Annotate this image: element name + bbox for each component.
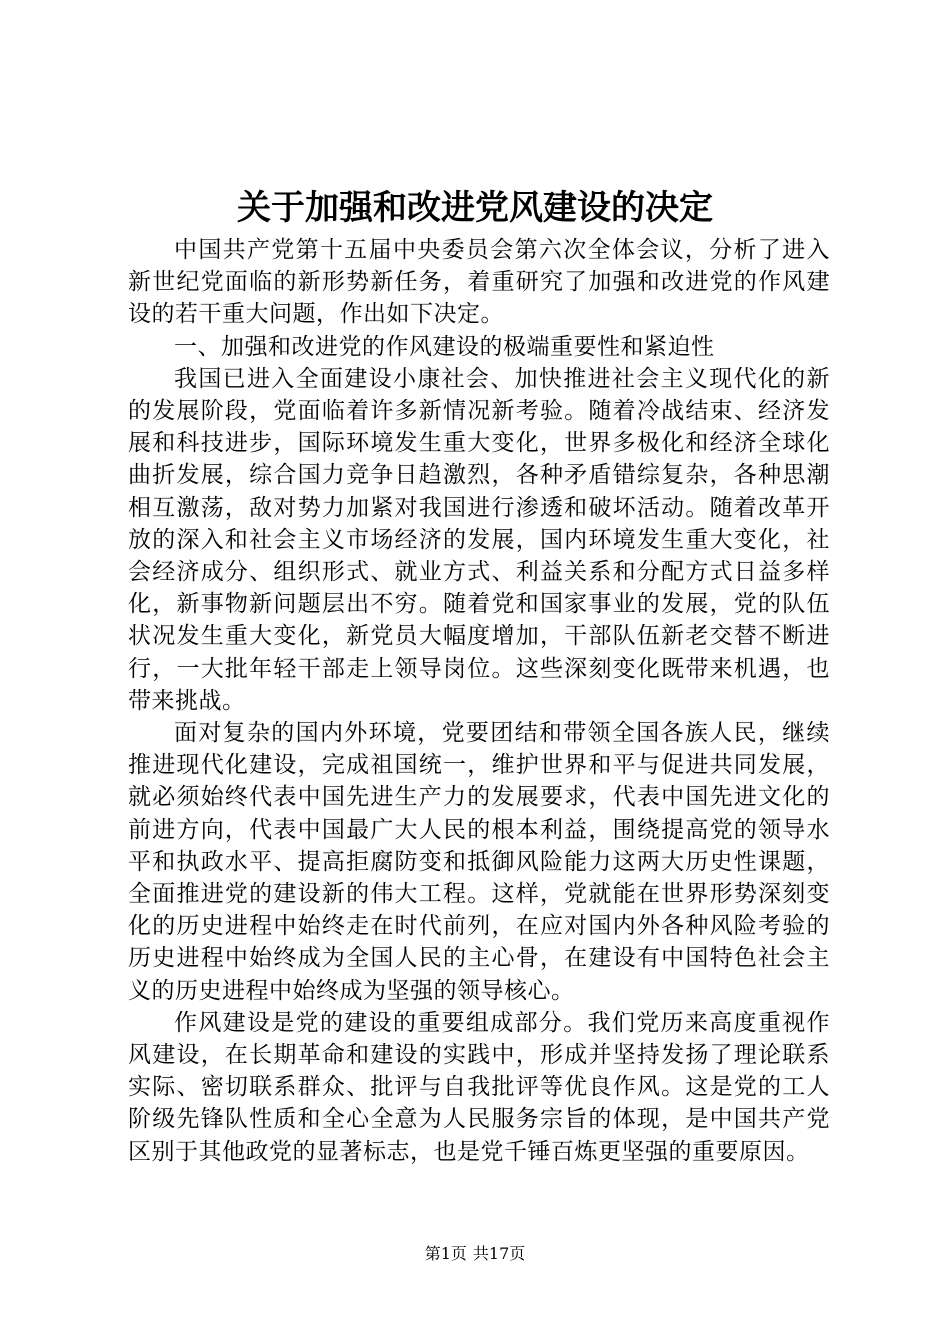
document-body [128, 234, 830, 1168]
page-number: 第1页 [424, 1244, 467, 1263]
page-total: 共17页 [472, 1244, 526, 1263]
document-title: 关于加强和改进党风建设的决定 [237, 188, 713, 228]
paragraph-environment: 面对复杂的国内外环境，党要团结和带领全国各族人民，继续推进现代化建设，完成祖国统一，维护世界和平与促进共同发展，就必须始终代表中国先进生产力的发展要求，代表中国先进文化的前进方向，代表中国最广大人民的根本利益，围绕提高党的领导水平和执政水平、提高拒腐防变和抵御风险能力这两大历史性课题，全面推进党的建设新的伟大工程。这样，党就能在世界形势深刻变化的历史进程中始终走在时代前列，在应对国内外各种风险考验的历史进程中始终成为全国人民的主心骨，在建设有中国特色社会主义的历史进程中始终成为坚强的领导核心。 [128, 720, 830, 1004]
paragraph-style-building: 作风建设是党的建设的重要组成部分。我们党历来高度重视作风建设，在长期革命和建设的实践中，形成并坚持发扬了理论联系实际、密切联系群众、批评与自我批评等优良作风。这是党的工人阶级先锋队性质和全心全意为人民服务宗旨的体现，是中国共产党区别于其他政党的显著标志，也是党千锤百炼更坚强的重要原因。 [128, 1009, 830, 1165]
paragraph-new-situation: 我国已进入全面建设小康社会、加快推进社会主义现代化的新的发展阶段，党面临着许多新情况新考验。随着冷战结束、经济发展和科技进步，国际环境发生重大变化，世界多极化和经济全球化曲折发展，综合国力竞争日趋激烈，各种矛盾错综复杂，各种思潮相互激荡，敌对势力加紧对我国进行渗透和破坏活动。随着改革开放的深入和社会主义市场经济的发展，国内环境发生重大变化，社会经济成分、组织形式、就业方式、利益关系和分配方式日益多样化，新事物新问题层出不穷。随着党和国家事业的发展，党的队伍状况发生重大变化，新党员大幅度增加，干部队伍新老交替不断进行，一大批年轻干部走上领导岗位。这些深刻变化既带来机遇，也带来挑战。 [128, 365, 830, 714]
page-footer [0, 1242, 950, 1266]
paragraph-intro: 中国共产党第十五届中央委员会第六次全体会议，分析了进入新世纪党面临的新形势新任务，着重研究了加强和改进党的作风建设的若干重大问题，作出如下决定。 [128, 237, 830, 328]
section-heading-1: 一、加强和改进党的作风建设的极端重要性和紧迫性 [174, 333, 715, 360]
